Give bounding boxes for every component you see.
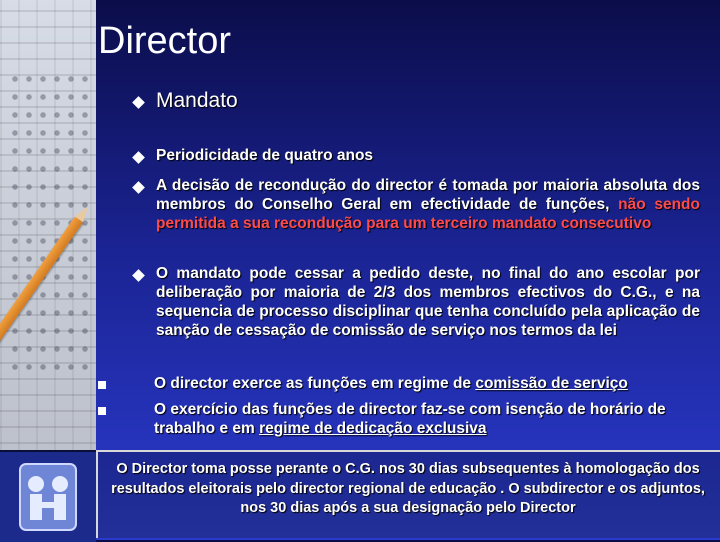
bullet-text-main: A decisão de recondução do director é tomada por maioria absoluta dos membros do Conselho Geral em efectividade de funções,: [156, 177, 700, 213]
square-bullet-icon: [98, 381, 106, 389]
bullet-text-highlight: não sendo permitida a sua recondução para um terceiro mandato consecutivo: [156, 196, 700, 232]
bullet-text: Periodicidade de quatro anos: [156, 147, 374, 164]
school-logo-icon: [18, 462, 78, 532]
bullet-text: [156, 176, 700, 233]
bullet-text: Mandato: [156, 89, 238, 112]
diamond-bullet-icon: [132, 181, 145, 194]
logo-area: [0, 450, 96, 542]
square-bullet-comissao: [98, 374, 688, 393]
square-bullet-main: O director exerce as funções em regime de: [154, 375, 472, 392]
square-bullet-underlined: comissão de serviço: [475, 375, 628, 392]
slide-title: Director: [98, 20, 232, 62]
bullet-mandato: [110, 88, 700, 114]
square-bullet-text: [154, 374, 688, 393]
bullet-reconducao: [110, 176, 700, 233]
diamond-bullet-icon: [132, 151, 145, 164]
square-bullet-icon: [98, 407, 106, 415]
square-bullet-main: O exercício das funções de director faz-se com isenção de horário de trabalho e em: [154, 401, 666, 437]
square-bullet-underlined: regime de dedicação exclusiva: [259, 420, 487, 437]
bullet-cessacao: [110, 264, 700, 340]
bullet-text: O mandato pode cessar a pedido deste, no final do ano escolar por deliberação por maioria de 2/3 dos membros efectivos do C.G., e na sequencia de processo disciplinar que tenha concluído pela aplicação de sanção de cessação de comissão de serviço nos termos da lei: [156, 265, 700, 339]
footer-text: O Director toma posse perante o C.G. nos 30 dias subsequentes à homologação dos resultados eleitorais pelo director regional de educação . O subdirector e os adjuntos, nos 30 dias após a sua designação pelo Director: [111, 461, 705, 516]
bullet-periodicidade: [110, 146, 700, 165]
diamond-bullet-icon: [132, 96, 145, 109]
square-bullet-dedicacao: [98, 400, 688, 438]
diamond-bullet-icon: [132, 269, 145, 282]
square-bullet-text: [154, 400, 688, 438]
